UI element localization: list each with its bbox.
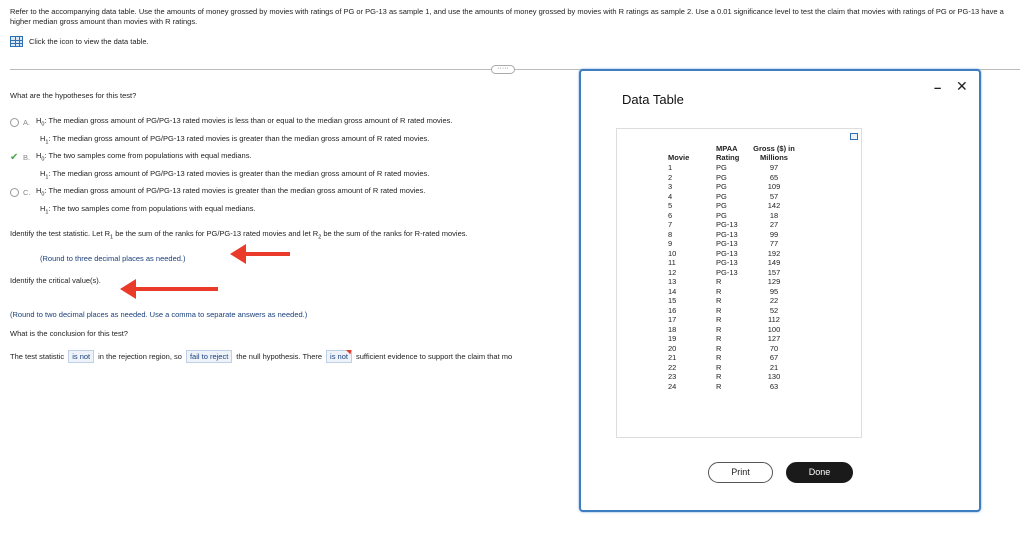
critical-value-prompt: Identify the critical value(s). xyxy=(10,276,101,285)
cell-gross: 109 xyxy=(767,182,781,191)
cell-movie: 22 xyxy=(668,362,677,372)
cell-movie: 10 xyxy=(668,248,677,258)
red-arrow-annotation xyxy=(244,252,290,256)
table-row xyxy=(668,220,798,230)
dialog-title: Data Table xyxy=(622,92,684,107)
checkmark-icon: ✔ xyxy=(10,152,19,164)
header-movie: Movie xyxy=(668,153,690,162)
cell-rating: R xyxy=(716,381,722,391)
table-row xyxy=(668,277,798,287)
table-row xyxy=(668,287,798,297)
cell-rating: PG xyxy=(716,201,727,210)
table-row xyxy=(668,306,798,316)
round-two-hint: (Round to two decimal places as needed. Use a comma to separate answers as needed.) xyxy=(10,310,308,319)
cell-movie: 18 xyxy=(668,324,677,334)
table-row xyxy=(668,201,798,211)
minimize-icon[interactable]: – xyxy=(934,80,942,95)
cell-gross: 127 xyxy=(767,334,781,343)
cell-rating: PG-13 xyxy=(716,229,738,239)
radio-a[interactable] xyxy=(10,118,19,127)
conclusion-question: What is the conclusion for this test? xyxy=(10,329,128,338)
cell-gross: 97 xyxy=(769,163,779,172)
option-b-h0: $H_0$: The two samples come from populations with equal medians. xyxy=(36,151,252,163)
option-c-letter: C. xyxy=(23,188,31,198)
cell-gross: 67 xyxy=(769,353,779,362)
cell-movie: 12 xyxy=(668,267,677,277)
table-row xyxy=(668,192,798,202)
cell-rating: PG-13 xyxy=(716,258,738,267)
cell-gross: 112 xyxy=(768,315,780,324)
cell-movie: 16 xyxy=(668,305,677,315)
cell-rating: R xyxy=(716,296,722,305)
table-row xyxy=(668,230,798,240)
cell-gross: 77 xyxy=(769,239,779,248)
cell-movie: 19 xyxy=(668,334,677,343)
cell-rating: R xyxy=(716,315,722,324)
option-a[interactable] xyxy=(10,114,452,149)
answer-rejection-region[interactable]: is not xyxy=(68,350,94,363)
cell-gross: 99 xyxy=(769,229,779,239)
cell-rating: R xyxy=(716,343,722,353)
cell-movie: 9 xyxy=(668,239,673,248)
table-row xyxy=(668,258,798,268)
red-arrow-annotation xyxy=(134,287,218,291)
option-c-h0: $H_0$: The median gross amount of PG/PG-13 rated movies is greater than the median gross amount of R rated movies. xyxy=(36,186,426,198)
cell-rating: R xyxy=(716,372,722,381)
cell-rating: PG-13 xyxy=(716,220,738,229)
hypotheses-question: What are the hypotheses for this test? xyxy=(10,91,137,100)
answer-decision[interactable]: fail to reject xyxy=(186,350,232,363)
cell-rating: PG-13 xyxy=(716,248,738,258)
data-table-dialog xyxy=(579,69,981,512)
option-b-h1: $H_1$: The median gross amount of PG/PG-13 rated movies is greater than the median gross amount of R rated movies. xyxy=(40,168,430,180)
table-row xyxy=(668,249,798,259)
close-icon[interactable]: ✕ xyxy=(956,78,968,94)
option-a-h0: $H_0$: The median gross amount of PG/PG-13 rated movies is less than or equal to the median gross amount of R rated movies. xyxy=(36,116,453,128)
cell-movie: 6 xyxy=(668,210,673,220)
cell-gross: 22 xyxy=(769,296,779,305)
cell-movie: 4 xyxy=(668,191,673,201)
table-row xyxy=(668,382,798,392)
cell-rating: R xyxy=(716,334,722,343)
cell-rating: R xyxy=(716,286,722,296)
table-row xyxy=(668,163,798,173)
header-gross: Gross ($) in Millions xyxy=(753,144,795,162)
round-three-hint: (Round to three decimal places as needed.) xyxy=(40,254,186,263)
cell-movie: 17 xyxy=(668,315,677,324)
cell-movie: 23 xyxy=(668,372,677,381)
option-b[interactable] xyxy=(10,149,429,184)
cell-movie: 3 xyxy=(668,182,673,191)
cell-gross: 63 xyxy=(769,381,779,391)
expand-more-button[interactable]: ····· xyxy=(491,65,515,74)
cell-movie: 14 xyxy=(668,286,677,296)
radio-c[interactable] xyxy=(10,188,19,197)
cell-movie: 20 xyxy=(668,343,677,353)
answer-evidence[interactable]: is not xyxy=(326,350,352,363)
view-data-table-link[interactable] xyxy=(10,36,149,47)
table-row xyxy=(668,353,798,363)
cell-movie: 15 xyxy=(668,296,677,305)
cell-movie: 24 xyxy=(668,381,677,391)
cell-gross: 95 xyxy=(769,286,779,296)
cell-gross: 21 xyxy=(769,362,779,372)
cell-rating: R xyxy=(716,277,722,286)
print-button[interactable]: Print xyxy=(708,462,773,483)
cell-gross: 70 xyxy=(769,343,779,353)
cell-rating: PG-13 xyxy=(716,267,738,277)
table-row xyxy=(668,315,798,325)
cell-rating: PG xyxy=(716,210,727,220)
cell-movie: 7 xyxy=(668,220,673,229)
table-row xyxy=(668,372,798,382)
cell-gross: 130 xyxy=(767,372,781,381)
cell-rating: R xyxy=(716,324,722,334)
table-row xyxy=(668,325,798,335)
cell-rating: PG-13 xyxy=(716,239,738,248)
cell-gross: 52 xyxy=(769,305,779,315)
cell-movie: 21 xyxy=(668,353,677,362)
view-data-table-label: Click the icon to view the data table. xyxy=(29,37,149,46)
option-a-letter: A. xyxy=(23,118,31,128)
cell-gross: 142 xyxy=(767,201,781,210)
table-icon[interactable] xyxy=(10,36,23,47)
cell-gross: 157 xyxy=(767,267,781,277)
cell-movie: 8 xyxy=(668,229,673,239)
copy-icon[interactable] xyxy=(850,133,858,140)
option-b-letter: B. xyxy=(23,153,31,163)
cell-movie: 11 xyxy=(668,258,676,267)
table-row xyxy=(668,334,798,344)
cell-movie: 2 xyxy=(668,172,673,182)
cell-rating: PG xyxy=(716,182,727,191)
option-c-h1: $H_1$: The two samples come from populations with equal medians. xyxy=(40,203,256,215)
cell-rating: R xyxy=(716,362,722,372)
cell-gross: 18 xyxy=(769,210,779,220)
cell-gross: 100 xyxy=(767,324,781,334)
cell-rating: R xyxy=(716,353,722,362)
cell-gross: 65 xyxy=(769,172,779,182)
table-row xyxy=(668,173,798,183)
cell-rating: R xyxy=(716,305,722,315)
conclusion-sentence: The test statistic is not in the rejection region, so fail to reject the null hypothesis. There is not sufficient evidence to support the claim that mo xyxy=(10,352,513,361)
option-c[interactable] xyxy=(10,184,425,219)
cell-gross: 57 xyxy=(769,191,779,201)
cell-rating: PG xyxy=(716,191,727,201)
table-row xyxy=(668,363,798,373)
table-row xyxy=(668,268,798,278)
table-row xyxy=(668,344,798,354)
cell-movie: 5 xyxy=(668,201,673,210)
table-row xyxy=(668,211,798,221)
option-a-h1: $H_1$: The median gross amount of PG/PG-13 rated movies is greater than the median gross amount of R rated movies. xyxy=(40,133,430,145)
cell-gross: 27 xyxy=(769,220,779,229)
cell-gross: 129 xyxy=(767,277,781,286)
data-table xyxy=(668,144,798,391)
cell-gross: 149 xyxy=(767,258,781,267)
done-button[interactable]: Done xyxy=(786,462,853,483)
test-statistic-prompt: Identify the test statistic. Let $R_1$ be the sum of the ranks for PG/PG-13 rated movies and let $R_2$ be the sum of the ranks for R-rated movies. xyxy=(10,229,468,241)
cell-rating: PG xyxy=(716,172,727,182)
table-row xyxy=(668,296,798,306)
cell-movie: 13 xyxy=(668,277,677,286)
header-rating: MPAA Rating xyxy=(716,144,740,162)
table-row xyxy=(668,182,798,192)
instructions-text: Refer to the accompanying data table. Use the amounts of money grossed by movies with ratings of PG or PG-13 as sample 1, and use the amounts of money grossed by movies with R ratings as sample 2. Use a 0.01 significance level to test the claim that movies with ratings of PG or PG-13 have a higher median gross amount than movies with R ratings. xyxy=(10,7,1004,26)
table-row xyxy=(668,239,798,249)
cell-movie: 1 xyxy=(668,163,673,172)
cell-rating: PG xyxy=(716,163,727,172)
cell-gross: 192 xyxy=(767,248,781,258)
